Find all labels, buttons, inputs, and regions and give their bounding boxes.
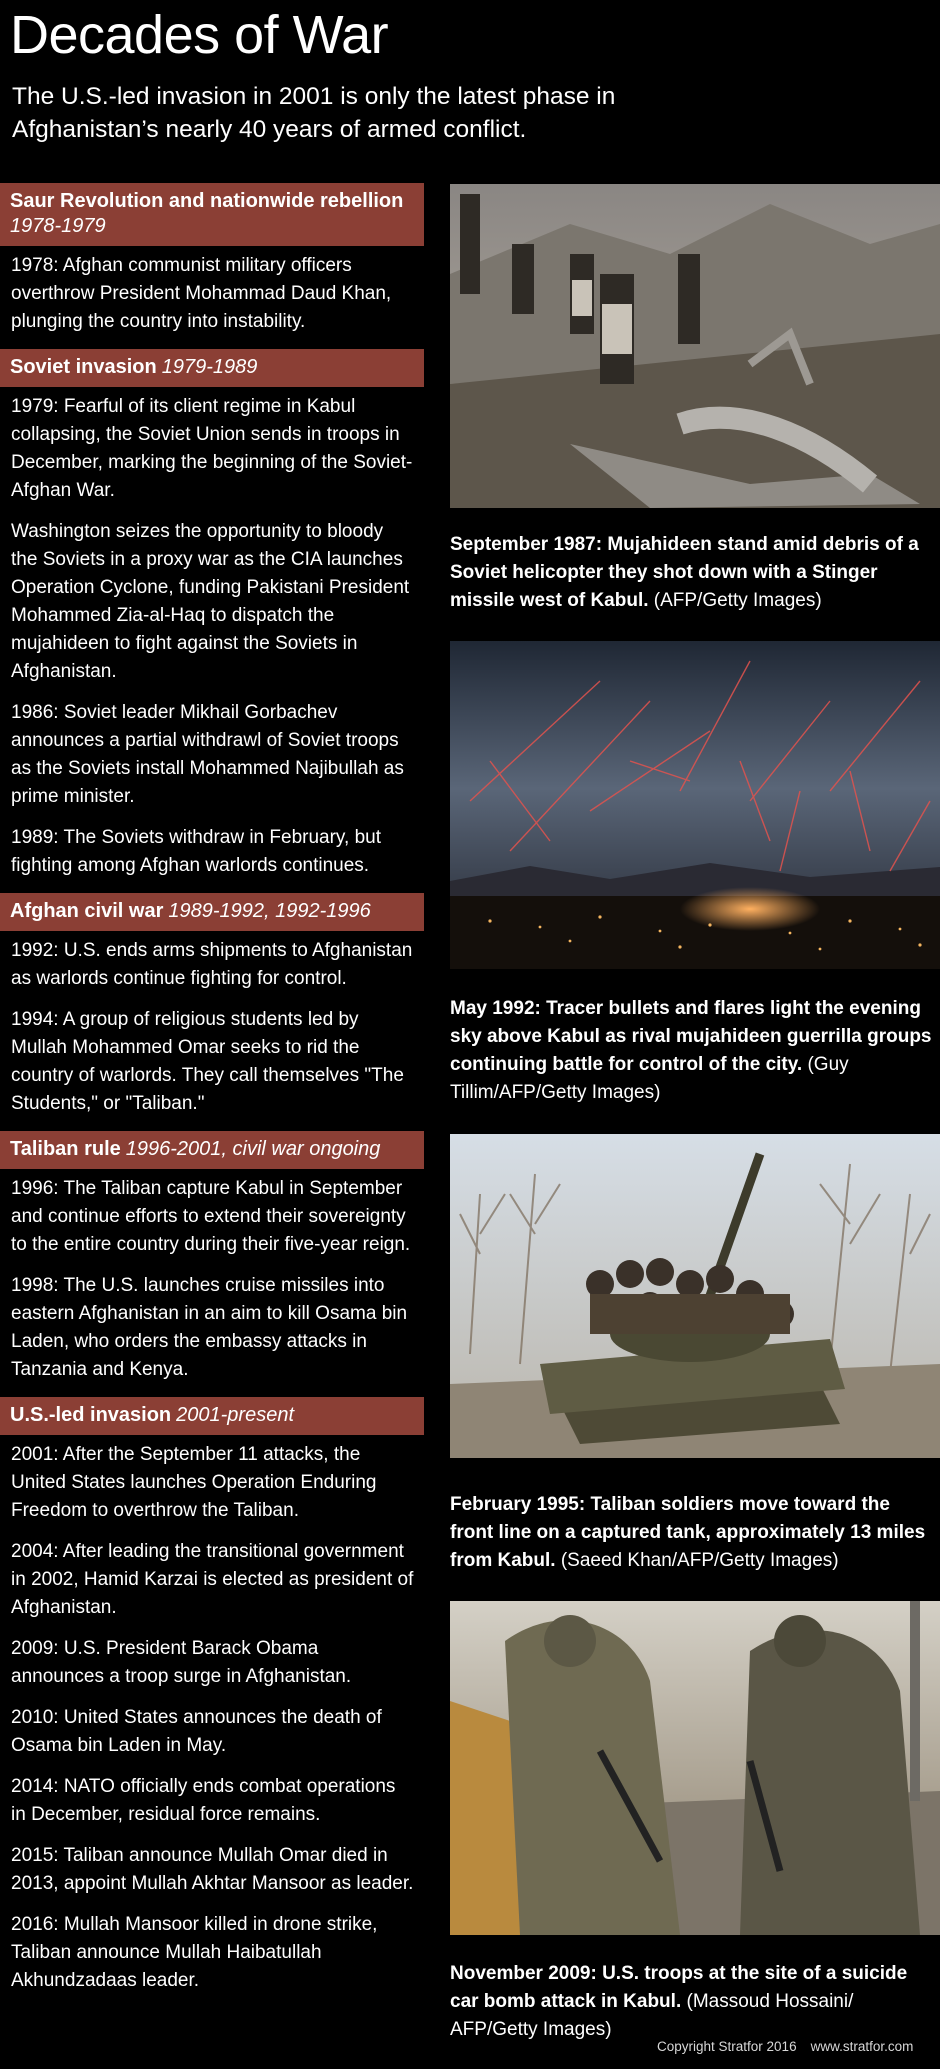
section-header — [0, 349, 424, 387]
timeline-column — [0, 183, 424, 2008]
photo-caption-1987 — [450, 531, 936, 615]
section-dates: 2001-present — [176, 1404, 295, 1426]
caption-text: May 1992: Tracer bullets and flares light the evening sky above Kabul as rival mujahideen guerrilla groups continuing battle for control of the city. — [450, 998, 932, 1075]
timeline-entry: 1992: U.S. ends arms shipments to Afghanistan as warlords continue fighting for control. — [11, 940, 413, 989]
timeline-entry: 1998: The U.S. launches cruise missiles into eastern Afghanistan in an aim to kill Osama bin Laden, who orders the embassy attacks in Tanzania and Kenya. — [11, 1275, 408, 1380]
section-name: Saur Revolution and nationwide rebellion — [10, 190, 404, 212]
copyright-text: Copyright Stratfor 2016 — [657, 2039, 797, 2054]
section-header — [0, 1131, 424, 1169]
section-dates: 1996-2001, civil war ongoing — [125, 1138, 381, 1160]
timeline-entry: 2001: After the September 11 attacks, the United States launches Operation Enduring Freedom to overthrow the Taliban. — [11, 1444, 377, 1521]
timeline-entry: 1989: The Soviets withdraw in February, but fighting among Afghan warlords continues. — [11, 827, 381, 876]
section-name: Afghan civil war — [10, 900, 164, 922]
photo-caption-1992 — [450, 995, 936, 1107]
timeline-entry: 2014: NATO officially ends combat operations in December, residual force remains. — [11, 1776, 396, 1825]
photo-tracer-bullets — [450, 641, 940, 969]
website-link[interactable]: www.stratfor.com — [810, 2039, 914, 2054]
photo-helicopter-debris — [450, 184, 940, 508]
timeline-entry: Washington seizes the opportunity to bloody the Soviets in a proxy war as the CIA launches Operation Cyclone, funding Pakistani President Mohammed Zia-al-Haq to dispatch the mujahideen to fight against the Soviets in Afghanistan. — [11, 521, 410, 682]
page-title: Decades of War — [10, 5, 389, 65]
section-header — [0, 1397, 424, 1435]
timeline-entry: 2004: After leading the transitional government in 2002, Hamid Karzai is elected as president of Afghanistan. — [11, 1541, 414, 1618]
photo-credit: (Guy Tillim/AFP/Getty Images) — [450, 1054, 849, 1103]
section-dates: 1979-1989 — [161, 356, 258, 378]
timeline-section-us-led-invasion — [0, 1397, 424, 1995]
section-header — [0, 183, 424, 246]
section-header — [0, 893, 424, 931]
section-name: Soviet invasion — [10, 356, 157, 378]
caption-text: November 2009: U.S. troops at the site of a suicide car bomb attack in Kabul. — [450, 1963, 908, 2012]
timeline-section-afghan-civil-war — [0, 893, 424, 1118]
timeline-entry: 1996: The Taliban capture Kabul in September and continue efforts to extend their sovereignty to the entire country during their five-year reign. — [11, 1178, 411, 1255]
timeline-entry: 1986: Soviet leader Mikhail Gorbachev announces a partial withdrawl of Soviet troops as the Soviets install Mohammed Najibullah as prime minister. — [11, 702, 404, 807]
timeline-section-taliban-rule — [0, 1131, 424, 1384]
section-dates: 1989-1992, 1992-1996 — [168, 900, 371, 922]
timeline-entry: 1994: A group of religious students led by Mullah Mohammed Omar seeks to rid the country of warlords. They call themselves "The Students," or "Taliban." — [11, 1009, 404, 1114]
photo-taliban-tank — [450, 1134, 940, 1458]
timeline-entry: 2010: United States announces the death of Osama bin Laden in May. — [11, 1707, 382, 1756]
timeline-section-soviet-invasion — [0, 349, 424, 880]
timeline-entry: 2016: Mullah Mansoor killed in drone strike, Taliban announce Mullah Haibatullah Akhundzadaas leader. — [11, 1914, 378, 1991]
timeline-entry: 1979: Fearful of its client regime in Kabul collapsing, the Soviet Union sends in troops in December, marking the beginning of the Soviet-Afghan War. — [11, 396, 413, 501]
caption-text: September 1987: Mujahideen stand amid debris of a Soviet helicopter they shot down with a Stinger missile west of Kabul. — [450, 534, 919, 611]
photo-credit: (Saeed Khan/AFP/Getty Images) — [560, 1550, 839, 1571]
photo-credit: (AFP/Getty Images) — [653, 590, 822, 611]
timeline-section-saur-revolution — [0, 183, 424, 336]
photo-caption-2009 — [450, 1960, 936, 2044]
timeline-entry: 2009: U.S. President Barack Obama announces a troop surge in Afghanistan. — [11, 1638, 352, 1687]
photo-credit: (Massoud Hossaini/ AFP/Getty Images) — [450, 1991, 854, 2040]
photo-us-troops — [450, 1601, 940, 1935]
section-dates: 1978-1979 — [10, 215, 106, 237]
section-name: Taliban rule — [10, 1138, 121, 1160]
page-subtitle: The U.S.-led invasion in 2001 is only the latest phase in Afghanistan’s nearly 40 years of armed conflict. — [12, 83, 616, 143]
timeline-entry: 1978: Afghan communist military officers overthrow President Mohammad Daud Khan, plunging the country into instability. — [11, 255, 392, 332]
timeline-entry: 2015: Taliban announce Mullah Omar died in 2013, appoint Mullah Akhtar Mansoor as leader. — [11, 1845, 414, 1894]
section-name: U.S.-led invasion — [10, 1404, 172, 1426]
footer — [657, 2038, 913, 2056]
photo-caption-1995 — [450, 1491, 936, 1575]
caption-text: February 1995: Taliban soldiers move toward the front line on a captured tank, approximately 13 miles from Kabul. — [450, 1494, 926, 1571]
